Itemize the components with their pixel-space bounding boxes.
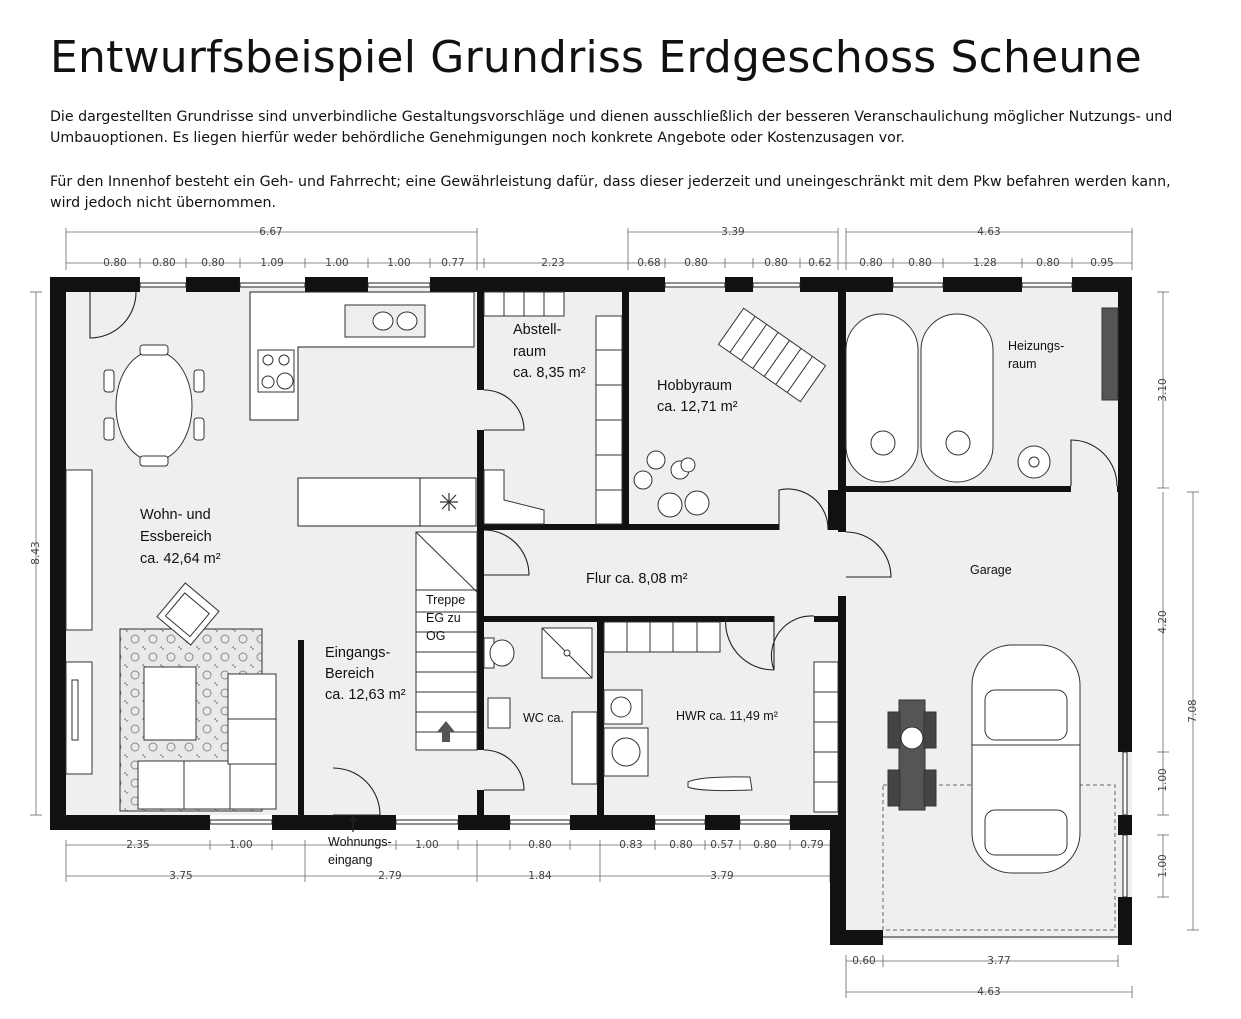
page-title: Entwurfsbeispiel Grundriss Erdgeschoss Scheune (50, 32, 1142, 83)
dim-top-detail: 0.80 (1036, 257, 1060, 269)
room-label-eingang-area: ca. 12,63 m² (325, 687, 406, 703)
dim-right: 4.20 (1157, 610, 1169, 634)
room-label-wohn: Essbereich (140, 529, 212, 545)
dim-bottom-detail: 0.80 (528, 839, 552, 851)
room-label-flur: Flur ca. 8,08 m² (586, 571, 688, 587)
dim-top-detail: 0.80 (684, 257, 708, 269)
dim-top-detail: 1.00 (387, 257, 411, 269)
dim-top-detail: 0.95 (1090, 257, 1114, 269)
dim-bottom-detail: 2.35 (126, 839, 150, 851)
dim-garage-bottom: 0.60 (852, 955, 876, 967)
dim-left-overall: 8.43 (30, 541, 42, 565)
dim-right: 1.00 (1157, 768, 1169, 792)
dim-bottom-detail: 1.00 (415, 839, 439, 851)
room-label-treppe: EG zu (426, 611, 461, 625)
dim-top-detail: 0.80 (908, 257, 932, 269)
dim-top-detail: 2.23 (541, 257, 565, 269)
dim-bottom-detail: 0.79 (800, 839, 824, 851)
label-wohnungseingang: Wohnungs- (328, 835, 392, 849)
dim-top-detail: 1.00 (325, 257, 349, 269)
dim-right-overall: 7.08 (1187, 699, 1199, 723)
room-label-wohn: Wohn- und (140, 507, 211, 523)
dim-top-overall-1: 6.67 (259, 226, 283, 238)
dim-top-detail: 0.80 (103, 257, 127, 269)
dim-top-detail: 1.09 (260, 257, 284, 269)
dim-bottom-overall: 2.79 (378, 870, 402, 882)
dim-garage-overall: 4.63 (977, 986, 1001, 998)
room-label-treppe: Treppe (426, 593, 466, 607)
disclaimer-paragraph: Die dargestellten Grundrisse sind unverbindliche Gestaltungsvorschläge und dienen ausschließlich der besseren Veranschaulichung möglicher Nutzungs- und Umbauoptionen. Es liegen hierfür weder behördliche Genehmigungen noch konkrete Angebote oder Kostenzusagen vor. (50, 109, 1173, 146)
room-label-treppe: OG (426, 629, 446, 643)
access-right-paragraph: Für den Innenhof besteht ein Geh- und Fahrrecht; eine Gewährleistung dafür, dass dieser jederzeit und uneingeschränkt mit dem Pkw befahren werden kann, wird jedoch nicht übernommen. (50, 174, 1171, 211)
dim-top-detail: 0.77 (441, 257, 465, 269)
dim-right: 3.10 (1157, 378, 1169, 402)
room-label-eingang: Eingangs- (325, 645, 391, 661)
room-label-eingang: Bereich (325, 666, 375, 682)
room-label-heizung: raum (1008, 357, 1037, 371)
dim-garage-bottom: 3.77 (987, 955, 1011, 967)
dim-top-overall-3: 4.63 (977, 226, 1001, 238)
room-label-wc: WC ca. (523, 711, 564, 725)
room-label-hobby: Hobbyraum (657, 378, 732, 394)
snowflake-icon (440, 493, 458, 511)
dim-bottom-detail: 0.80 (669, 839, 693, 851)
room-label-heizung: Heizungs- (1008, 339, 1065, 353)
dim-top-detail: 1.28 (973, 257, 997, 269)
dim-bottom-overall: 1.84 (528, 870, 552, 882)
dim-top-detail: 0.80 (152, 257, 176, 269)
dim-bottom-overall: 3.75 (169, 870, 193, 882)
room-label-wohn-area: ca. 42,64 m² (140, 551, 221, 567)
boiler-icon (1102, 308, 1118, 400)
dim-top-detail: 0.80 (859, 257, 883, 269)
dim-top-detail: 0.62 (808, 257, 832, 269)
room-label-garage: Garage (970, 563, 1012, 577)
dim-bottom-detail: 1.00 (229, 839, 253, 851)
dim-bottom-detail: 0.57 (710, 839, 734, 851)
dim-top-detail: 0.68 (637, 257, 661, 269)
room-label-hwr: HWR ca. 11,49 m² (676, 709, 778, 723)
dim-bottom-detail: 0.80 (753, 839, 777, 851)
dim-top-detail: 0.80 (201, 257, 225, 269)
dim-bottom-detail: 0.83 (619, 839, 643, 851)
room-label-abstell: Abstell- (513, 322, 562, 338)
dim-top-overall-2: 3.39 (721, 226, 745, 238)
label-wohnungseingang: eingang (328, 853, 373, 867)
room-label-abstell-area: ca. 8,35 m² (513, 365, 586, 381)
iron-icon (688, 777, 752, 791)
room-label-abstell: raum (513, 344, 547, 360)
dim-top-detail: 0.80 (764, 257, 788, 269)
car-icon (972, 645, 1080, 873)
room-label-hobby-area: ca. 12,71 m² (657, 399, 738, 415)
dim-right: 1.00 (1157, 854, 1169, 878)
dim-bottom-overall: 3.79 (710, 870, 734, 882)
